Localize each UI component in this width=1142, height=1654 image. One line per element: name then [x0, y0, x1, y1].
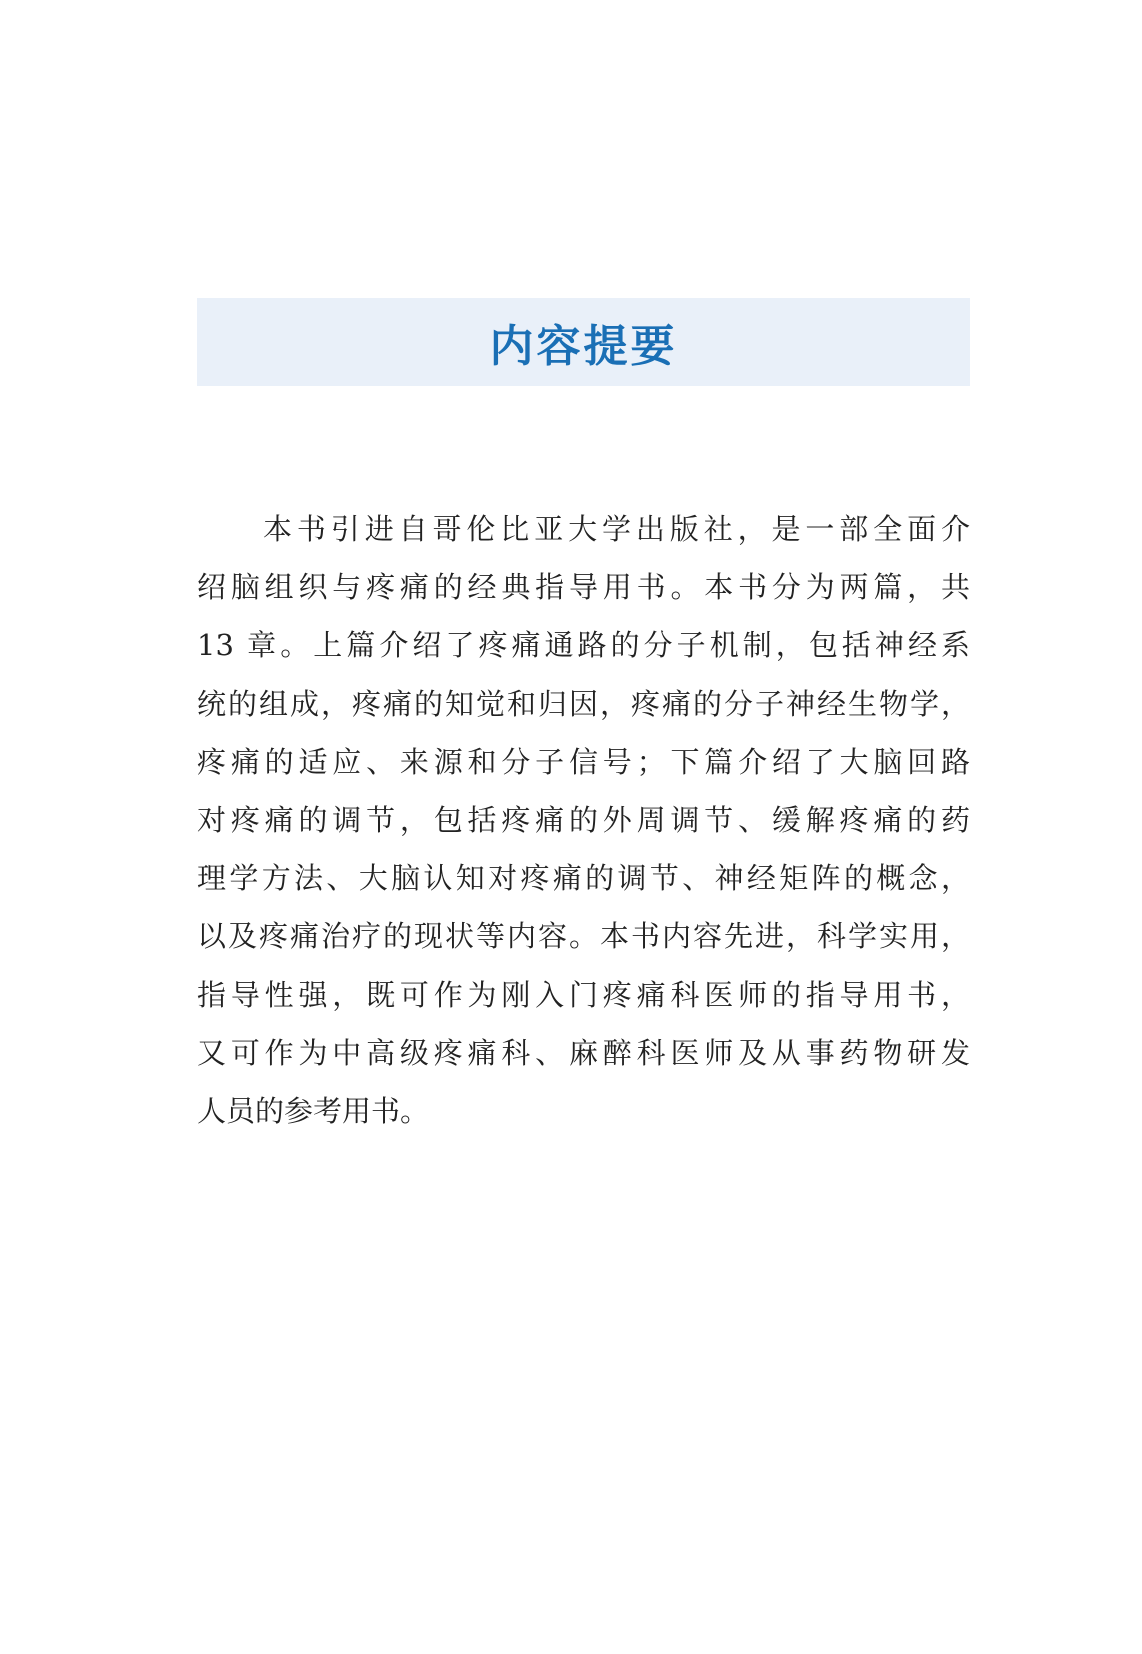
summary-paragraph — [197, 500, 970, 1140]
paragraph-line: 疼痛的适应、来源和分子信号；下篇介绍了大脑回路 — [197, 744, 970, 779]
paragraph-line: 以及疼痛治疗的现状等内容。本书内容先进，科学实用， — [197, 919, 970, 954]
paragraph-line: 绍脑组织与疼痛的经典指导用书。本书分为两篇，共 — [197, 570, 970, 605]
paragraph-line: 人员的参考用书。 — [197, 1093, 430, 1128]
paragraph-line: 13 章。上篇介绍了疼痛通路的分子机制，包括神经系 — [197, 628, 970, 663]
paragraph-line: 理学方法、大脑认知对疼痛的调节、神经矩阵的概念， — [197, 861, 970, 896]
paragraph-line: 指导性强，既可作为刚入门疼痛科医师的指导用书， — [197, 977, 970, 1012]
paragraph-line: 本书引进自哥伦比亚大学出版社，是一部全面介 — [263, 512, 970, 546]
title-banner — [197, 298, 970, 386]
page-title: 内容提要 — [489, 321, 678, 372]
paragraph-line: 又可作为中高级疼痛科、麻醉科医师及从事药物研发 — [197, 1035, 970, 1070]
paragraph-line: 统的组成，疼痛的知觉和归因，疼痛的分子神经生物学， — [197, 686, 970, 721]
paragraph-line: 对疼痛的调节，包括疼痛的外周调节、缓解疼痛的药 — [197, 802, 970, 837]
